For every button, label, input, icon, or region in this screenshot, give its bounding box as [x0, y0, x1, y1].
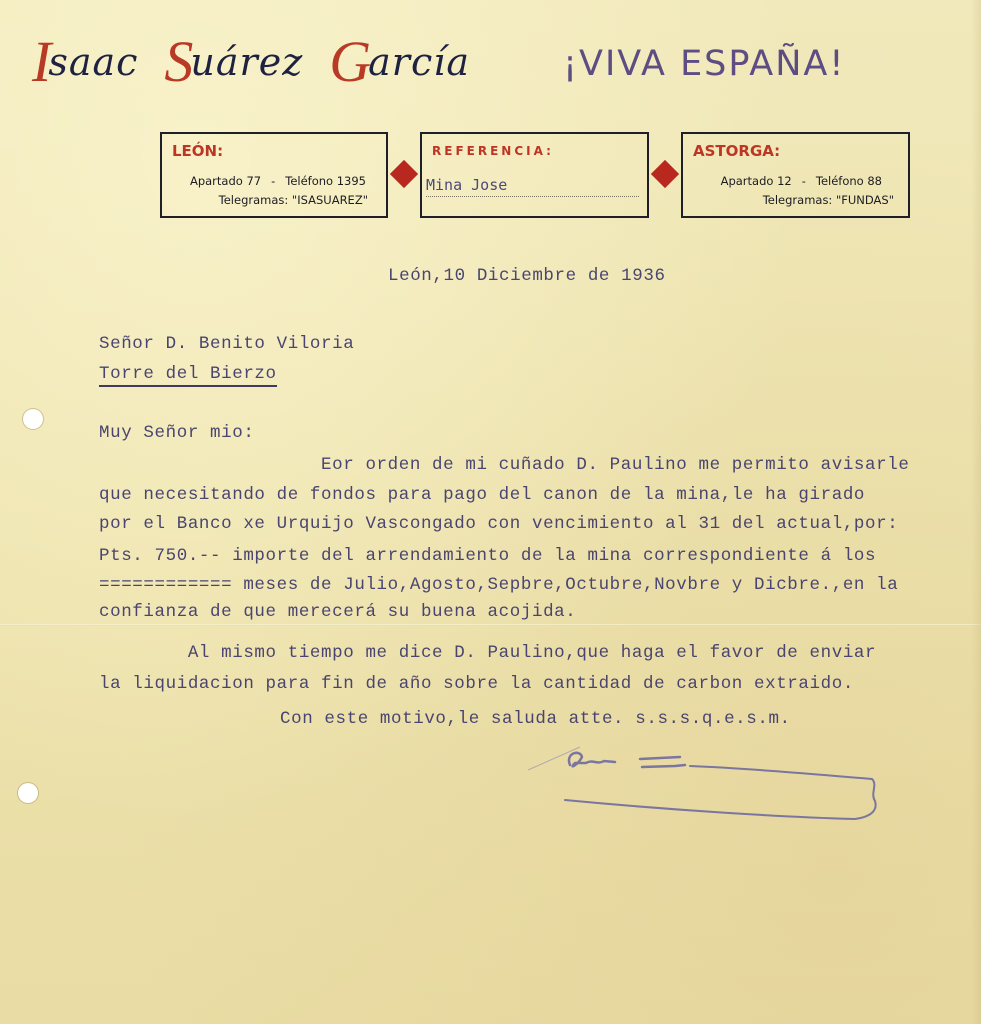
referencia-value: Mina Jose — [426, 176, 508, 194]
red-diamond-icon — [390, 160, 418, 188]
punch-hole-top — [23, 409, 43, 429]
slogan-stamp: ¡VIVA ESPAÑA! — [563, 44, 846, 84]
paper-fold-line — [0, 624, 981, 626]
astorga-contact-box — [681, 132, 910, 218]
signature-icon — [520, 735, 900, 835]
astorga-telegramas: Telegramas: "FUNDAS" — [762, 193, 894, 207]
name-word-last: García — [329, 29, 471, 94]
body-line: Pts. 750.-- importe del arrendamiento de la mina correspondiente á los — [99, 546, 877, 566]
astorga-title: ASTORGA: — [693, 142, 781, 160]
referencia-box — [420, 132, 649, 218]
referencia-title: REFERENCIA: — [432, 144, 554, 158]
name-word-first: Isaac — [32, 29, 139, 94]
name-word-middle: Suárez — [164, 29, 304, 94]
leon-contact-box — [160, 132, 388, 218]
body-line: ============ meses de Julio,Agosto,Sepbre,Octubre,Novbre y Dicbre.,en la — [99, 575, 899, 595]
place-date: León,10 Diciembre de 1936 — [388, 266, 666, 286]
body-line: que necesitando de fondos para pago del canon de la mina,le ha girado — [99, 485, 866, 505]
body-line: por el Banco xe Urquijo Vascongado con vencimiento al 31 del actual,por: — [99, 514, 899, 534]
leon-title: LEÓN: — [172, 142, 224, 160]
closing-line: Con este motivo,le saluda atte. s.s.s.q.e.s.m. — [280, 709, 791, 729]
leon-apartado-telefono: Apartado 77 - Teléfono 1395 — [189, 174, 366, 188]
body-line: la liquidacion para fin de año sobre la cantidad de carbon extraido. — [99, 674, 854, 694]
letterhead-name — [32, 22, 496, 94]
referencia-dotted-line — [426, 196, 639, 197]
recipient-place: Torre del Bierzo — [99, 364, 277, 384]
body-line: confianza de que merecerá su buena acojida. — [99, 602, 577, 622]
punch-hole-bottom — [18, 783, 38, 803]
salutation: Muy Señor mio: — [99, 423, 255, 443]
red-diamond-icon — [651, 160, 679, 188]
recipient-name: Señor D. Benito Viloria — [99, 334, 355, 354]
astorga-apartado-telefono: Apartado 12 - Teléfono 88 — [720, 174, 882, 188]
body-line: Al mismo tiempo me dice D. Paulino,que haga el favor de enviar — [99, 643, 877, 663]
body-line: Eor orden de mi cuñado D. Paulino me permito avisarle — [99, 455, 910, 475]
paper-edge-shadow — [971, 0, 981, 1024]
leon-telegramas: Telegramas: "ISASUAREZ" — [218, 193, 368, 207]
